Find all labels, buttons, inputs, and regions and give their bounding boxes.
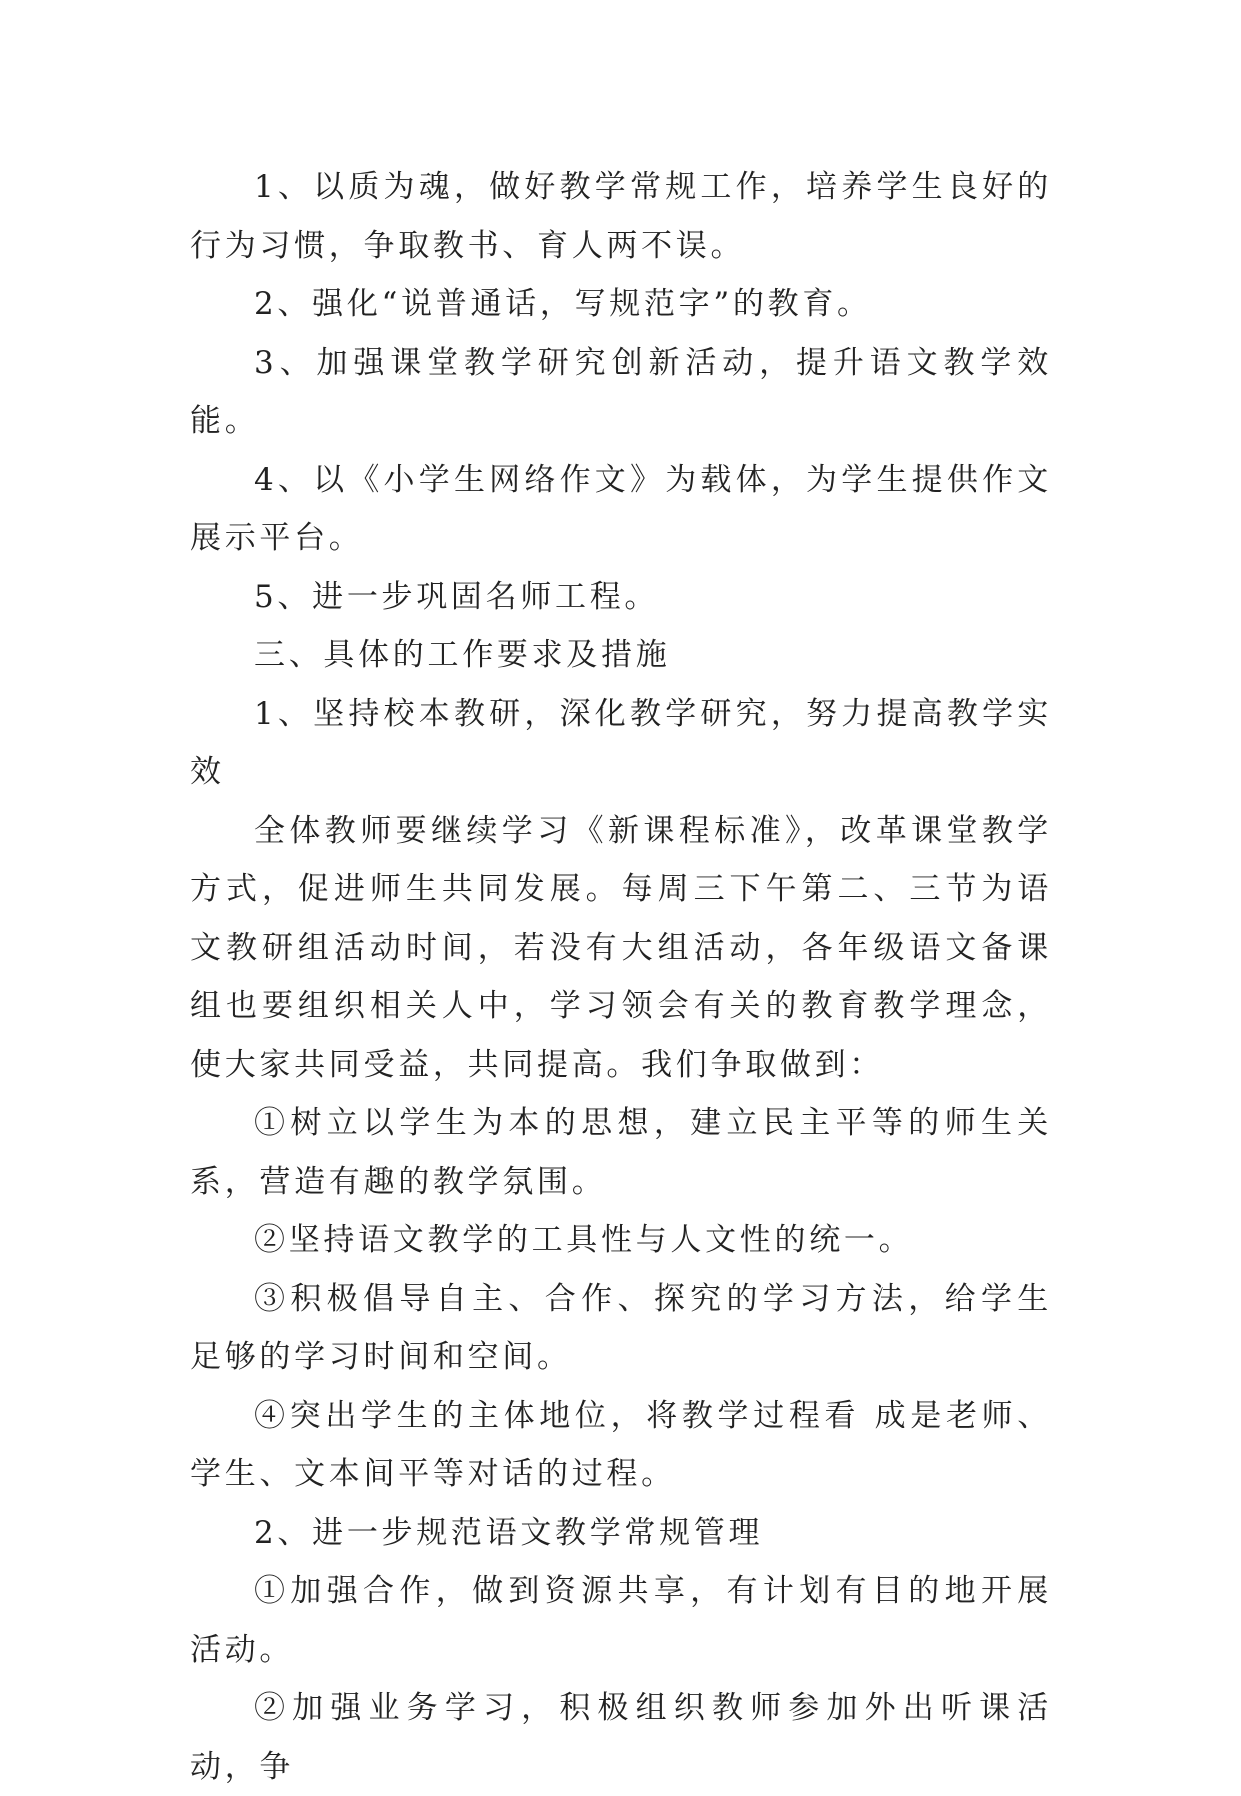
list-item-1: ①树立以学生为本的思想，建立民主平等的师生关系，营造有趣的教学氛围。 [190, 1105, 1052, 1200]
paragraph-body: 全体教师要继续学习《新课程标准》，改革课堂教学方式，促进师生共同发展。每周三下午第二、三节为语文教研组活动时间，若没有大组活动，各年级语文备课组也要组织相关人中，学习领会有关的教育教学理念，使大家共同受益，共同提高。我们争取做到： [190, 812, 1052, 1083]
section-heading: 三、具体的工作要求及措施 [254, 637, 671, 673]
paragraph-goal-5: 5、进一步巩固名师工程。 [254, 578, 660, 615]
list-item-5: ①加强合作，做到资源共享，有计划有目的地开展活动。 [190, 1573, 1052, 1668]
list-item-2: ②坚持语文教学的工具性与人文性的统一。 [254, 1222, 914, 1258]
paragraph-goal-2: 2、强化“说普通话，写规范字”的教育。 [254, 286, 872, 322]
list-item-4: ④突出学生的主体地位，将教学过程看 成是老师、学生、文本间平等对话的过程。 [190, 1397, 1052, 1492]
document-body [190, 158, 1052, 1796]
paragraph-goal-4: 4、以《小学生网络作文》为载体，为学生提供作文展示平台。 [190, 461, 1052, 556]
paragraph-goal-3: 3、加强课堂教学研究创新活动，提升语文教学效能。 [190, 344, 1052, 439]
list-item-6: ②加强业务学习，积极组织教师参加外出听课活动，争 [190, 1690, 1052, 1785]
list-item-3: ③积极倡导自主、合作、探究的学习方法，给学生足够的学习时间和空间。 [190, 1280, 1052, 1375]
subheading-1: 1、坚持校本教研，深化教学研究，努力提高教学实效 [190, 695, 1052, 790]
paragraph-goal-1: 1、以质为魂，做好教学常规工作，培养学生良好的行为习惯，争取教书、育人两不误。 [190, 169, 1052, 264]
subheading-2: 2、进一步规范语文教学常规管理 [254, 1514, 764, 1551]
